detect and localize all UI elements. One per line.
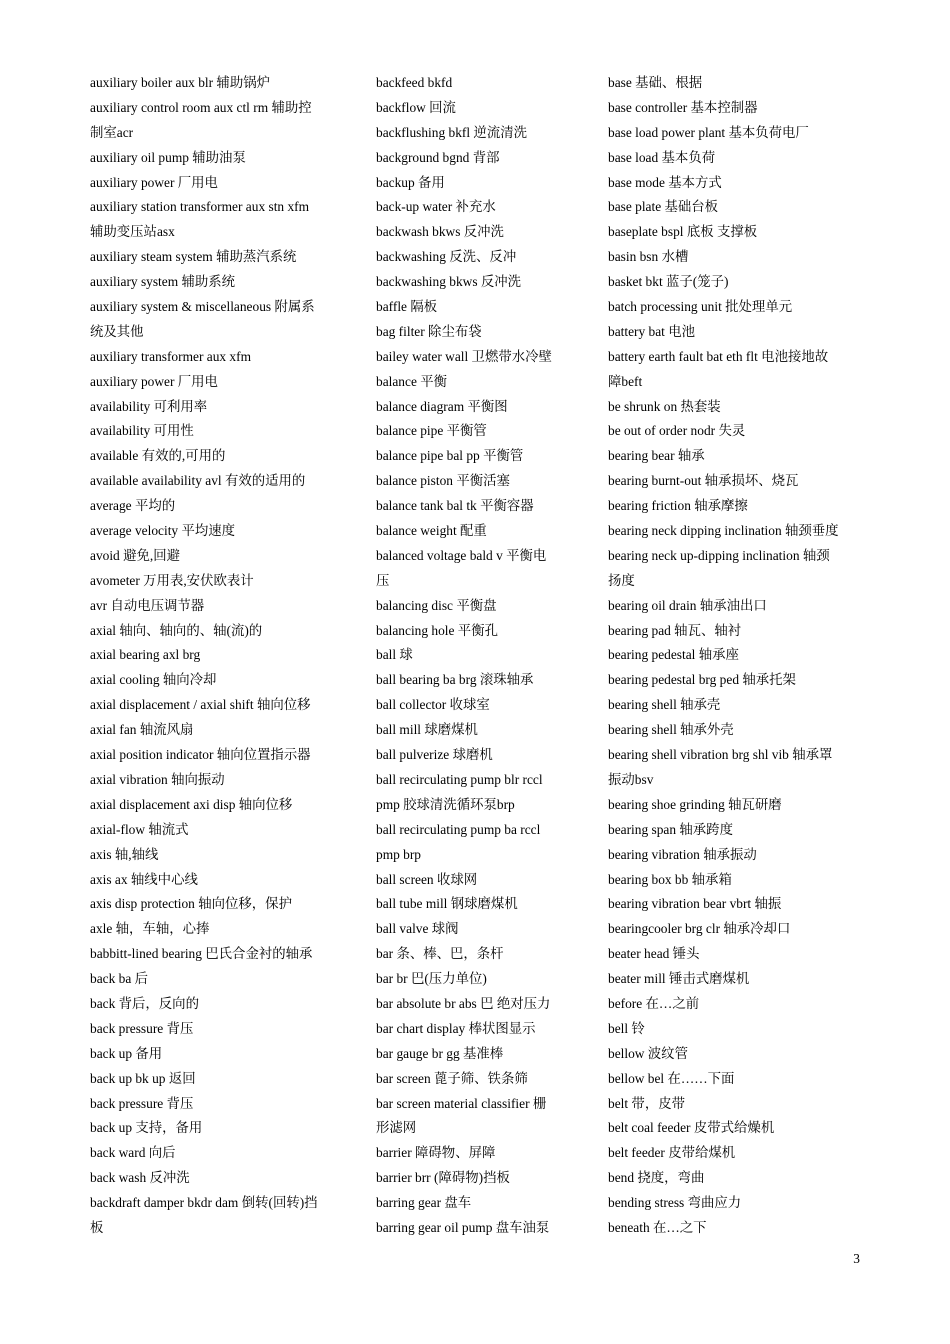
glossary-entry-line: balancing hole 平衡孔 <box>376 622 498 638</box>
glossary-entry-line: bar screen material classifier 栅 <box>376 1095 547 1111</box>
glossary-entry-line: axial displacement axi disp 轴向位移 <box>90 796 293 812</box>
glossary-entry-line: 扬度 <box>608 572 635 588</box>
glossary-column-2 <box>376 71 576 1241</box>
glossary-entry-line: back-up water 补充水 <box>376 199 496 215</box>
glossary-entry-line: 制室acr <box>90 124 134 140</box>
glossary-entry-line: basket bkt 蓝子(笼子) <box>608 274 729 290</box>
glossary-entry-line: average velocity 平均速度 <box>90 523 236 539</box>
glossary-entry-line: ball tube mill 钢球磨煤机 <box>376 896 518 912</box>
glossary-entry-line: ball collector 收球室 <box>376 697 490 713</box>
glossary-entry-line: bearing span 轴承跨度 <box>608 821 733 837</box>
glossary-entry-line: balance pipe bal pp 平衡管 <box>376 448 524 464</box>
glossary-entry-line: bell 铃 <box>608 1020 645 1036</box>
glossary-entry-line: battery earth fault bat eth flt 电池接地故 <box>608 348 829 364</box>
glossary-entry-line: balancing disc 平衡盘 <box>376 597 497 613</box>
glossary-entry-line: available availability avl 有效的适用的 <box>90 473 306 489</box>
glossary-entry-line: before 在…之前 <box>608 995 700 1011</box>
glossary-entry-line: auxiliary system & miscellaneous 附属系 <box>90 299 315 315</box>
glossary-entry-line: auxiliary control room aux ctl rm 辅助控 <box>90 99 312 115</box>
glossary-entry-line: belt feeder 皮带给煤机 <box>608 1145 736 1161</box>
glossary-entry-line: auxiliary steam system 辅助蒸汽系统 <box>90 249 297 265</box>
glossary-entry-line: baseplate bspl 底板 支撑板 <box>608 224 758 240</box>
glossary-entry-line: 统及其他 <box>90 323 144 339</box>
glossary-entry-line: auxiliary oil pump 辅助油泵 <box>90 149 246 165</box>
glossary-entry-line: back wash 反冲洗 <box>90 1170 190 1186</box>
glossary-entry-line: bearing neck up-dipping inclination 轴颈 <box>608 547 830 563</box>
glossary-entry-line: availability 可用性 <box>90 423 194 439</box>
glossary-entry-line: bearing vibration 轴承振动 <box>608 846 757 862</box>
glossary-column-1 <box>90 71 348 1241</box>
glossary-entry-line: balanced voltage bald v 平衡电 <box>376 547 547 563</box>
glossary-entry-line: bellow bel 在……下面 <box>608 1070 735 1086</box>
glossary-entry-line: bearing bear 轴承 <box>608 448 705 464</box>
glossary-entry-line: bar br 巴(压力单位) <box>376 971 487 987</box>
glossary-entry-line: auxiliary power 厂用电 <box>90 174 218 190</box>
glossary-entry-line: avr 自动电压调节器 <box>90 597 205 613</box>
glossary-entry-line: ball screen 收球网 <box>376 871 478 887</box>
glossary-entry-line: bar chart display 棒状图显示 <box>376 1020 536 1036</box>
glossary-entry-line: backflushing bkfl 逆流清洗 <box>376 124 527 140</box>
glossary-entry-line: pmp 胶球清洗循环泵brp <box>376 796 515 812</box>
glossary-entry-line: bearing burnt-out 轴承损坏、烧瓦 <box>608 473 799 489</box>
glossary-entry-line: ball recirculating pump blr rccl <box>376 771 543 787</box>
glossary-entry-line: balance tank bal tk 平衡容器 <box>376 498 534 514</box>
glossary-entry-line: bearing oil drain 轴承油出口 <box>608 597 767 613</box>
glossary-entry-line: barrier 障碍物、屏障 <box>376 1145 496 1161</box>
glossary-entry-line: barrier brr (障碍物)挡板 <box>376 1170 510 1186</box>
glossary-entry-line: 障beft <box>608 373 643 389</box>
glossary-entry-line: auxiliary system 辅助系统 <box>90 274 236 290</box>
glossary-entry-line: 形滤网 <box>376 1120 417 1136</box>
glossary-entry-line: back up 备用 <box>90 1045 163 1061</box>
glossary-entry-line: bearing box bb 轴承箱 <box>608 871 732 887</box>
glossary-entry-line: bar screen 蓖子筛、铁条筛 <box>376 1070 528 1086</box>
glossary-entry-line: balance diagram 平衡图 <box>376 398 508 414</box>
glossary-entry-line: backup 备用 <box>376 174 445 190</box>
glossary-entry-line: babbitt-lined bearing 巴氏合金衬的轴承 <box>90 946 313 962</box>
glossary-entry-line: base controller 基本控制器 <box>608 99 758 115</box>
glossary-entry-line: ball mill 球磨煤机 <box>376 722 478 738</box>
glossary-entry-line: bellow 波纹管 <box>608 1045 688 1061</box>
glossary-entry-line: ball valve 球阀 <box>376 921 459 937</box>
glossary-entry-line: 压 <box>376 572 390 588</box>
glossary-entry-line: axial-flow 轴流式 <box>90 821 189 837</box>
glossary-entry-line: bend 挠度，弯曲 <box>608 1170 705 1186</box>
glossary-entry-line: bag filter 除尘布袋 <box>376 323 482 339</box>
glossary-entry-line: backflow 回流 <box>376 99 456 115</box>
glossary-entry-line: backdraft damper bkdr dam 倒转(回转)挡 <box>90 1195 318 1211</box>
glossary-entry-line: auxiliary station transformer aux stn xfm <box>90 199 310 215</box>
glossary-entry-line: axial bearing axl brg <box>90 647 201 663</box>
glossary-column-3 <box>608 71 863 1241</box>
glossary-entry-line: auxiliary power 厂用电 <box>90 373 218 389</box>
glossary-entry-line: barring gear oil pump 盘车油泵 <box>376 1219 550 1235</box>
glossary-entry-line: backfeed bkfd <box>376 75 453 90</box>
glossary-entry-line: backwash bkws 反冲洗 <box>376 224 504 240</box>
glossary-entry-line: axis ax 轴线中心线 <box>90 871 198 887</box>
glossary-entry-line: battery bat 电池 <box>608 323 696 339</box>
glossary-entry-line: beater mill 锤击式磨煤机 <box>608 971 750 987</box>
glossary-entry-line: ball recirculating pump ba rccl <box>376 821 541 837</box>
glossary-entry-line: back ba 后 <box>90 971 149 987</box>
glossary-entry-line: axial cooling 轴向冷却 <box>90 672 217 688</box>
glossary-entry-line: bearing friction 轴承摩擦 <box>608 498 748 514</box>
glossary-entry-line: axial fan 轴流风扇 <box>90 722 194 738</box>
glossary-entry-line: bailey water wall 卫燃带水冷壁 <box>376 348 552 364</box>
glossary-entry-line: axial vibration 轴向振动 <box>90 771 225 787</box>
glossary-entry-line: bearing shell 轴承外壳 <box>608 722 734 738</box>
glossary-entry-line: bearing shell vibration brg shl vib 轴承罩 <box>608 747 833 763</box>
glossary-entry-line: bar gauge br gg 基准棒 <box>376 1045 504 1061</box>
glossary-entry-line: beater head 锤头 <box>608 946 700 962</box>
glossary-entry-line: balance 平衡 <box>376 373 448 389</box>
glossary-entry-line: bearing pedestal brg ped 轴承托架 <box>608 672 796 688</box>
glossary-entry-line: belt coal feeder 皮带式给燥机 <box>608 1120 775 1136</box>
glossary-entry-line: be shrunk on 热套装 <box>608 398 721 414</box>
glossary-entry-line: base 基础、根据 <box>608 75 703 90</box>
glossary-entry-line: backwashing bkws 反冲洗 <box>376 274 522 290</box>
glossary-entry-line: back pressure 背压 <box>90 1020 194 1036</box>
glossary-entry-line: axle 轴，车轴，心捧 <box>90 921 210 937</box>
glossary-entry-line: ball pulverize 球磨机 <box>376 747 493 763</box>
glossary-entry-line: belt 带，皮带 <box>608 1095 685 1111</box>
glossary-entry-line: base plate 基础台板 <box>608 199 719 215</box>
glossary-entry-line: bearing pedestal 轴承座 <box>608 647 739 663</box>
glossary-entry-line: average 平均的 <box>90 498 176 514</box>
glossary-entry-line: basin bsn 水槽 <box>608 249 689 265</box>
glossary-entry-line: base mode 基本方式 <box>608 174 722 190</box>
glossary-entry-line: 板 <box>90 1219 104 1235</box>
glossary-entry-line: axis disp protection 轴向位移，保护 <box>90 896 292 912</box>
glossary-entry-line: axial 轴向、轴向的、轴(流)的 <box>90 622 263 638</box>
glossary-entry-line: bearingcooler brg clr 轴承冷却口 <box>608 921 791 937</box>
glossary-entry-line: base load 基本负荷 <box>608 149 716 165</box>
glossary-entry-line: balance pipe 平衡管 <box>376 423 487 439</box>
glossary-entry-line: bar absolute br abs 巴 绝对压力 <box>376 995 551 1011</box>
glossary-entry-line: bearing pad 轴瓦、轴衬 <box>608 622 742 638</box>
glossary-entry-line: backwashing 反洗、反冲 <box>376 249 517 265</box>
glossary-entry-line: available 有效的,可用的 <box>90 448 226 464</box>
glossary-entry-line: bearing shell 轴承壳 <box>608 697 721 713</box>
glossary-entry-line: back up bk up 返回 <box>90 1070 196 1086</box>
glossary-entry-line: pmp brp <box>376 846 422 862</box>
glossary-entry-line: bearing vibration bear vbrt 轴振 <box>608 896 782 912</box>
glossary-entry-line: avometer 万用表,安伏欧表计 <box>90 572 254 588</box>
glossary-entry-line: bending stress 弯曲应力 <box>608 1195 742 1211</box>
glossary-entry-line: 辅助变压站asx <box>90 224 175 240</box>
glossary-entry-line: 振动bsv <box>608 771 654 787</box>
glossary-entry-line: background bgnd 背部 <box>376 149 500 165</box>
glossary-entry-line: balance piston 平衡活塞 <box>376 473 510 489</box>
glossary-entry-line: bearing neck dipping inclination 轴颈垂度 <box>608 523 839 539</box>
glossary-entry-line: axial position indicator 轴向位置指示器 <box>90 747 311 763</box>
glossary-entry-line: axial displacement / axial shift 轴向位移 <box>90 697 311 713</box>
glossary-entry-line: balance weight 配重 <box>376 523 487 539</box>
glossary-entry-line: back up 支持，备用 <box>90 1120 203 1136</box>
glossary-entry-line: bar 条、棒、巴，条杆 <box>376 946 504 962</box>
glossary-entry-line: avoid 避免,回避 <box>90 547 181 563</box>
glossary-entry-line: base load power plant 基本负荷电厂 <box>608 124 809 140</box>
glossary-entry-line: ball 球 <box>376 647 413 663</box>
glossary-entry-line: auxiliary boiler aux blr 辅助锅炉 <box>90 75 270 90</box>
glossary-entry-line: auxiliary transformer aux xfm <box>90 348 252 364</box>
glossary-entry-line: batch processing unit 批处理单元 <box>608 299 793 315</box>
glossary-entry-line: axis 轴,轴线 <box>90 846 159 862</box>
page-number: 3 <box>853 1251 860 1266</box>
glossary-entry-line: bearing shoe grinding 轴瓦研磨 <box>608 796 782 812</box>
glossary-entry-line: back 背后，反向的 <box>90 995 199 1011</box>
glossary-entry-line: ball bearing ba brg 滚珠轴承 <box>376 672 534 688</box>
glossary-entry-line: baffle 隔板 <box>376 299 438 315</box>
glossary-entry-line: back ward 向后 <box>90 1145 176 1161</box>
glossary-entry-line: beneath 在…之下 <box>608 1219 707 1235</box>
glossary-entry-line: availability 可利用率 <box>90 398 208 414</box>
glossary-entry-line: back pressure 背压 <box>90 1095 194 1111</box>
glossary-entry-line: be out of order nodr 失灵 <box>608 423 746 439</box>
glossary-entry-line: barring gear 盘车 <box>376 1195 472 1211</box>
